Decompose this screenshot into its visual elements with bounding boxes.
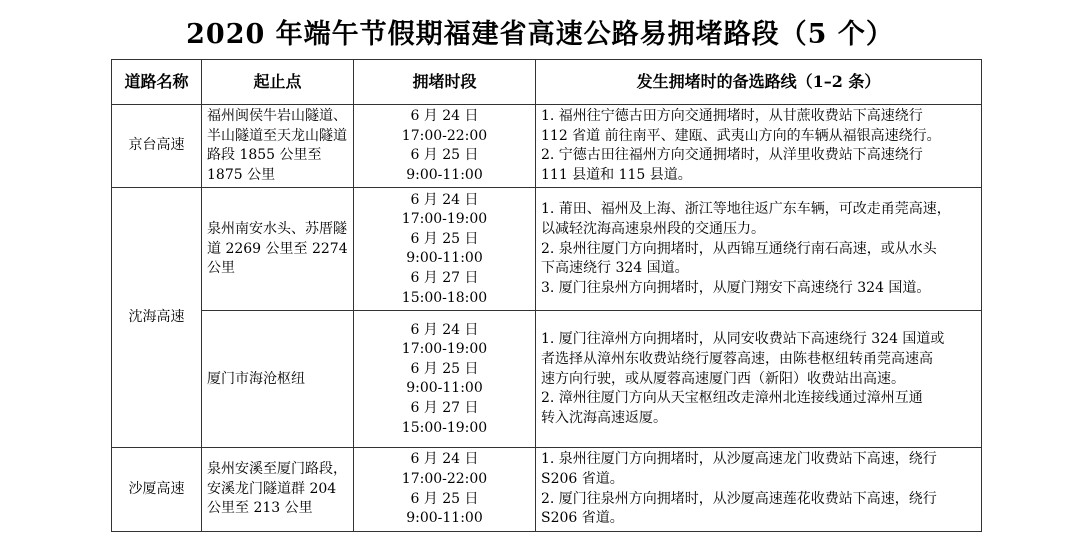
- alternative-line: 112 省道 前往南平、建瓯、武夷山方向的车辆从福银高速绕行。: [541, 127, 941, 144]
- time-line: 9:00-11:00: [406, 380, 483, 397]
- header-time: 拥堵时段: [354, 60, 536, 105]
- alternative-line: 1. 莆田、福州及上海、浙江等地往返广东车辆，可改走甬莞高速，: [541, 201, 951, 218]
- alternative-line: 下高速绕行 324 国道。: [541, 260, 689, 277]
- table-body: [112, 105, 982, 532]
- time-line: 15:00-18:00: [401, 289, 488, 306]
- table-row: [112, 105, 982, 188]
- alternative-line: S206 省道。: [541, 510, 624, 527]
- alternative-line: 111 县道和 115 县道。: [541, 166, 692, 183]
- document-title: 2020 年端午节假期福建省高速公路易拥堵路段（5 个）: [186, 19, 894, 50]
- time-line: 15:00-19:00: [401, 419, 488, 436]
- alternative-line: 3. 厦门往泉州方向拥堵时，从厦门翔安下高速绕行 324 国道。: [541, 279, 931, 296]
- time-line: 6 月 25 日: [410, 230, 479, 247]
- time-line: 6 月 25 日: [410, 360, 479, 377]
- section-cell: 泉州南安水头、苏厝隧道 2269 公里至 2274 公里: [202, 188, 354, 311]
- congestion-table: [111, 59, 982, 532]
- road-name-cell: 沈海高速: [112, 188, 202, 448]
- time-line: 6 月 25 日: [410, 490, 479, 507]
- alternative-line: 以减轻沈海高速泉州段的交通压力。: [541, 220, 765, 237]
- table-row: [112, 311, 982, 448]
- alternative-line: S206 省道。: [541, 470, 624, 487]
- time-line: 6 月 27 日: [410, 269, 479, 286]
- alternative-line: 2. 厦门往泉州方向拥堵时，从沙厦高速莲花收费站下高速，绕行: [541, 490, 937, 507]
- time-cell: [354, 188, 536, 311]
- time-line: 6 月 27 日: [410, 399, 479, 416]
- alternative-cell: [536, 448, 982, 531]
- alternative-line: 2. 宁德古田往福州方向交通拥堵时，从洋里收费站下高速绕行: [541, 147, 923, 164]
- table-row: [112, 448, 982, 531]
- alternative-cell: [536, 188, 982, 311]
- time-line: 17:00-22:00: [401, 127, 488, 144]
- alternative-line: 2. 漳州往厦门方向从天宝枢纽改走漳州北连接线通过漳州互通: [541, 390, 923, 407]
- time-line: 9:00-11:00: [406, 166, 483, 183]
- alternative-line: 1. 厦门往漳州方向拥堵时，从同安收费站下高速绕行 324 国道或: [541, 331, 945, 348]
- time-line: 17:00-19:00: [401, 211, 488, 228]
- alternative-line: 者选择从漳州东收费站绕行厦蓉高速，由陈巷枢纽转甬莞高速高: [541, 350, 933, 367]
- header-road: 道路名称: [112, 60, 202, 105]
- alternative-cell: [536, 105, 982, 188]
- time-cell: [354, 311, 536, 448]
- alternative-line: 2. 泉州往厦门方向拥堵时，从西锦互通绕行南石高速，或从水头: [541, 240, 937, 257]
- time-line: 6 月 25 日: [410, 147, 479, 164]
- time-cell: [354, 105, 536, 188]
- road-name-cell: 沙厦高速: [112, 448, 202, 531]
- section-cell: 福州闽侯牛岩山隧道、半山隧道至天龙山隧道路段 1855 公里至 1875 公里: [202, 105, 354, 188]
- time-line: 6 月 24 日: [410, 321, 479, 338]
- header-alternative: 发生拥堵时的备选路线（1–2 条）: [536, 60, 982, 105]
- time-line: 6 月 24 日: [410, 108, 479, 124]
- alternative-line: 1. 福州往宁德古田方向交通拥堵时，从甘蔗收费站下高速绕行: [541, 108, 923, 124]
- alternative-cell: [536, 311, 982, 448]
- table-row: [112, 188, 982, 311]
- time-cell: [354, 448, 536, 531]
- section-cell: 厦门市海沧枢纽: [202, 311, 354, 448]
- time-line: 6 月 24 日: [410, 191, 479, 208]
- header-row: [112, 60, 982, 105]
- road-name-cell: 京台高速: [112, 105, 202, 188]
- time-line: 9:00-11:00: [406, 250, 483, 267]
- alternative-line: 1. 泉州往厦门方向拥堵时，从沙厦高速龙门收费站下高速，绕行: [541, 451, 937, 468]
- time-line: 6 月 24 日: [410, 451, 479, 468]
- time-line: 17:00-22:00: [401, 470, 488, 487]
- section-cell: 泉州安溪至厦门路段，安溪龙门隧道群 204 公里至 213 公里: [202, 448, 354, 531]
- alternative-line: 速方向行驶，或从厦蓉高速厦门西（新阳）收费站出高速。: [541, 370, 905, 387]
- time-line: 17:00-19:00: [401, 341, 488, 358]
- header-section: 起止点: [202, 60, 354, 105]
- time-line: 9:00-11:00: [406, 510, 483, 527]
- alternative-line: 转入沈海高速返厦。: [541, 409, 667, 426]
